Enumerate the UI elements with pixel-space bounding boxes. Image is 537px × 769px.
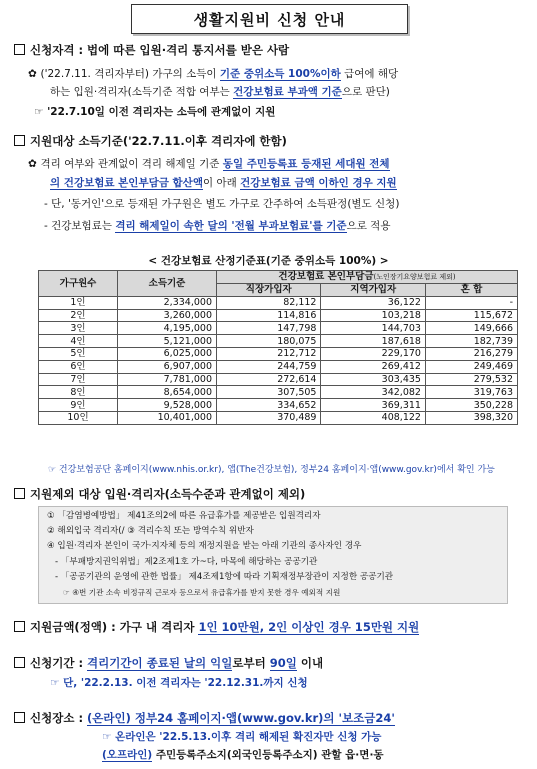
bullet-icon: ✿: [28, 68, 41, 80]
table-cell: 114,816: [217, 309, 321, 322]
table-cell: 229,170: [321, 347, 425, 360]
table-cell: 8인: [39, 386, 118, 399]
header-mixed: 혼 합: [425, 284, 517, 297]
premium-criteria-table: [38, 270, 518, 425]
table-cell: 4,195,000: [118, 322, 217, 335]
period-note: ☞ 단, '22.2.13. 이전 격리자는 '22.12.31.까지 신청: [50, 677, 308, 689]
table-row: [39, 296, 518, 309]
table-row: [39, 347, 518, 360]
table-cell: 6,025,000: [118, 347, 217, 360]
table-row: [39, 399, 518, 412]
table-cell: 2,334,000: [118, 296, 217, 309]
exclusion-box: [38, 506, 508, 604]
table-cell: 187,618: [321, 335, 425, 348]
place-offline: (오프라인) 주민등록주소지(외국인등록주소지) 관할 읍·면·동: [102, 749, 384, 761]
table-cell: 1인: [39, 296, 118, 309]
exclusion-item-6: ☞ ④번 기관 소속 비정규직 근로자 등으로서 유급휴가를 받지 못한 경우 예외적 지원: [63, 588, 341, 597]
table-cell: 342,082: [321, 386, 425, 399]
section-income-heading: 지원대상 소득기준('22.7.11.이후 격리자에 한함): [14, 133, 287, 149]
eligibility-line-2: 하는 입원·격리자(소득기준 적합 여부는 건강보험료 부과액 기준으로 판단): [50, 86, 390, 98]
page-title: 생활지원비 신청 안내: [131, 4, 408, 34]
table-row: [39, 335, 518, 348]
table-cell: 182,739: [425, 335, 517, 348]
checkbox-square-icon: [14, 44, 25, 55]
table-row: [39, 309, 518, 322]
table-cell: 9,528,000: [118, 399, 217, 412]
section-place-heading: 신청장소 : (온라인) 정부24 홈페이지·앱(www.gov.kr)의 '보조금24': [14, 710, 395, 726]
table-cell: 244,759: [217, 360, 321, 373]
table-cell: 307,505: [217, 386, 321, 399]
header-income: 소득기준: [118, 271, 217, 297]
checkbox-square-icon: [14, 621, 25, 632]
table-cell: 9인: [39, 399, 118, 412]
table-cell: 272,614: [217, 373, 321, 386]
table-cell: 350,228: [425, 399, 517, 412]
table-cell: 149,666: [425, 322, 517, 335]
exclusion-item-2: ② 해외입국 격리자(/ ③ 격리수칙 또는 방역수칙 위반자: [47, 526, 254, 536]
table-cell: 103,218: [321, 309, 425, 322]
checkbox-square-icon: [14, 135, 25, 146]
income-line-4: - 건강보험료는 격리 해제일이 속한 달의 '전월 부과보험료'를 기준으로 적용: [44, 220, 391, 232]
table-cell: 5,121,000: [118, 335, 217, 348]
table-cell: 398,320: [425, 411, 517, 424]
table-cell: 115,672: [425, 309, 517, 322]
table-source-note: ☞ 건강보험공단 홈페이지(www.nhis.or.kr), 앱(The건강보험), 정부24 홈페이지·앱(www.gov.kr)에서 확인 가능: [48, 465, 495, 475]
header-work: 직장가입자: [217, 284, 321, 297]
table-row: [39, 386, 518, 399]
table-cell: 3인: [39, 322, 118, 335]
exclusion-item-3: ④ 입원·격리자 본인이 국가·지자체 등의 재정지원을 받는 아래 기관의 종사자인 경우: [47, 541, 362, 551]
table-caption: < 건강보험료 산정기준표(기준 중위소득 100%) >: [148, 255, 389, 267]
eligibility-line-1: ✿ ('22.7.11. 격리자부터) 가구의 소득이 기준 중위소득 100%이하 급여에 해당: [28, 68, 399, 80]
table-cell: 4인: [39, 335, 118, 348]
table-cell: 7,781,000: [118, 373, 217, 386]
table-cell: 10,401,000: [118, 411, 217, 424]
header-household: 가구원수: [39, 271, 118, 297]
table-cell: 8,654,000: [118, 386, 217, 399]
table-cell: 180,075: [217, 335, 321, 348]
table-cell: 6인: [39, 360, 118, 373]
table-cell: 319,763: [425, 386, 517, 399]
table-cell: 279,532: [425, 373, 517, 386]
section-eligibility-heading: 신청자격 : 법에 따른 입원·격리 통지서를 받은 사람: [14, 42, 289, 58]
section-exclusion-heading: 지원제외 대상 입원·격리자(소득수준과 관계없이 제외): [14, 486, 305, 502]
table-row: [39, 322, 518, 335]
table-cell: 303,435: [321, 373, 425, 386]
eligibility-note: ☞ '22.7.10일 이전 격리자는 소득에 관계없이 지원: [34, 106, 276, 118]
table-cell: -: [425, 296, 517, 309]
table-cell: 2인: [39, 309, 118, 322]
table-cell: 144,703: [321, 322, 425, 335]
table-cell: 212,712: [217, 347, 321, 360]
section-amount-heading: 지원금액(정액) : 가구 내 격리자 1인 10만원, 2인 이상인 경우 15만원 지원: [14, 619, 419, 635]
table-cell: 369,311: [321, 399, 425, 412]
table-cell: 7인: [39, 373, 118, 386]
table-cell: 370,489: [217, 411, 321, 424]
table-cell: 269,412: [321, 360, 425, 373]
table-cell: 334,652: [217, 399, 321, 412]
checkbox-square-icon: [14, 657, 25, 668]
income-line-2: 의 건강보험료 본인부담금 합산액이 아래 건강보험료 금액 이하인 경우 지원: [50, 177, 397, 189]
exclusion-item-1: ① 「감염병예방법」 제41조의2에 따른 유급휴가를 제공받은 입원격리자: [47, 511, 321, 521]
exclusion-item-5: - 「공공기관의 운영에 관한 법률」 제4조제1항에 따라 기획재정부장관이 지정한 공공기관: [55, 572, 394, 582]
checkbox-square-icon: [14, 488, 25, 499]
table-row: [39, 373, 518, 386]
table-cell: 3,260,000: [118, 309, 217, 322]
table-cell: 408,122: [321, 411, 425, 424]
bullet-icon: ✿: [28, 158, 41, 170]
section-period-heading: 신청기간 : 격리기간이 종료된 날의 익일로부터 90일 이내: [14, 655, 323, 671]
income-line-1: ✿ 격리 여부와 관계없이 격리 해제일 기준 동일 주민등록표 등재된 세대원 전체: [28, 158, 390, 170]
exclusion-item-4: - 「부패방지권익위법」제2조제1호 가~다, 마목에 해당하는 공공기관: [55, 557, 318, 567]
income-line-3: - 단, '동거인'으로 등재된 가구원은 별도 가구로 간주하여 소득판정(별도 신청): [44, 198, 400, 210]
table-cell: 5인: [39, 347, 118, 360]
table-row: [39, 411, 518, 424]
table-cell: 249,469: [425, 360, 517, 373]
header-region: 지역가입자: [321, 284, 425, 297]
place-online-note: ☞ 온라인은 '22.5.13.이후 격리 해제된 확진자만 신청 가능: [102, 731, 382, 743]
table-cell: 6,907,000: [118, 360, 217, 373]
table-row: [39, 360, 518, 373]
table-cell: 82,112: [217, 296, 321, 309]
table-cell: 36,122: [321, 296, 425, 309]
table-cell: 147,798: [217, 322, 321, 335]
checkbox-square-icon: [14, 712, 25, 723]
table-cell: 216,279: [425, 347, 517, 360]
header-premium: 건강보험료 본인부담금(노인장기요양보험료 제외): [217, 271, 518, 284]
table-cell: 10인: [39, 411, 118, 424]
